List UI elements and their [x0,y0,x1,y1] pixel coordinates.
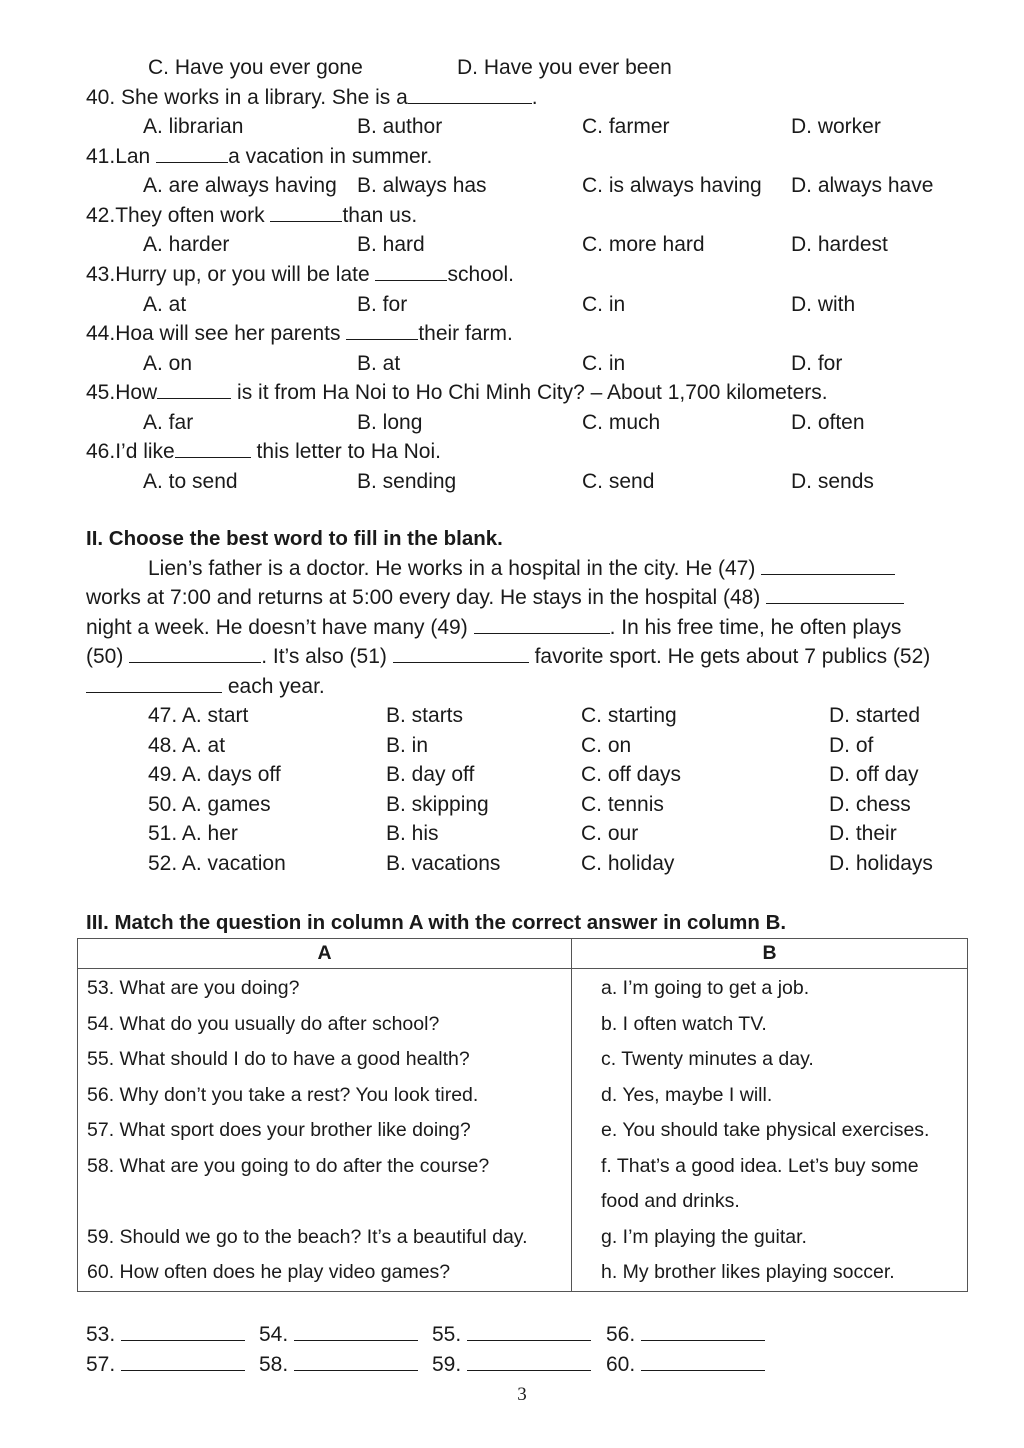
option-a: 49. A. days off [148,763,281,786]
question-44-options [0,349,1024,379]
answer-d: d. Yes, maybe I will. [601,1083,773,1106]
question-57: 57. What sport does your brother like doing? [87,1119,471,1141]
table-header-row [78,939,968,969]
column-b-header: B [572,939,968,969]
option-b: B. always has [357,174,487,197]
answer-blank [375,260,447,281]
answer-f-continued: food and drinks. [601,1190,740,1212]
option-c: C. our [581,822,639,845]
option-b: B. at [357,352,401,375]
option-d: D. started [829,704,921,727]
question-58: 58. What are you going to do after the course? [87,1154,490,1177]
question-stem: 40. She works in a library. She is a . [86,83,538,113]
option-a: A. are always having [143,174,337,197]
options-48 [0,731,1024,761]
option-d: D. often [791,411,865,434]
question-stem: 43.Hurry up, or you will be late school. [86,260,514,290]
option-b: B. day off [386,763,475,786]
answer-53[interactable]: 53. [86,1320,245,1350]
options-50 [0,790,1024,820]
option-d: D. with [791,293,856,316]
option-b: B. vacations [386,852,501,875]
question-stem: 45.How is it from Ha Noi to Ho Chi Minh City? – About 1,700 kilometers. [86,378,828,408]
passage-line-5: each year. [0,672,1024,702]
question-stem: 46.I’d like this letter to Ha Noi. [86,437,441,467]
option-c: C. on [581,734,632,757]
option-c: C. tennis [581,793,664,816]
question-40-options [0,112,1024,142]
question-40 [0,83,1024,113]
option-a: 50. A. games [148,793,271,816]
option-b: B. skipping [386,793,489,816]
answer-blank [408,83,532,104]
options-49 [0,760,1024,790]
option-c: C. farmer [582,115,670,138]
question-41-options [0,171,1024,201]
option-a: 51. A. her [148,822,238,845]
option-d: D. Have you ever been [457,56,672,79]
question-46-options [0,467,1024,497]
section-heading: II. Choose the best word to fill in the blank. [86,527,503,550]
option-b: B. in [386,734,429,757]
options-47 [0,701,1024,731]
question-41 [0,142,1024,172]
question-53: 53. What are you doing? [87,977,300,999]
answer-blank-52 [86,672,222,693]
option-a: A. on [143,352,193,375]
option-a: A. to send [143,470,238,493]
option-a: A. harder [143,233,230,256]
answer-blank-48 [766,583,904,604]
matching-table [77,938,968,1292]
answer-56[interactable]: 56. [606,1320,765,1350]
answer-blank [157,378,231,399]
answer-blank-51 [393,642,529,663]
question-45 [0,378,1024,408]
answer-c: c. Twenty minutes a day. [601,1048,814,1070]
question-39-options [0,53,1024,83]
option-a: A. at [143,293,187,316]
answer-54[interactable]: 54. [259,1320,418,1350]
option-c: C. in [582,293,626,316]
answer-b: b. I often watch TV. [601,1012,767,1035]
column-a-header: A [78,939,572,969]
option-b: B. hard [357,233,425,256]
question-42-options [0,230,1024,260]
answer-55[interactable]: 55. [432,1320,591,1350]
option-d: D. holidays [829,852,933,875]
question-54: 54. What do you usually do after school? [87,1012,440,1035]
option-b: B. for [357,293,408,316]
option-d: D. chess [829,793,911,816]
option-c: C. Have you ever gone [148,56,363,79]
option-b: B. author [357,115,443,138]
options-52 [0,849,1024,879]
passage-line-3: night a week. He doesn’t have many (49) . In his free time, he often plays [0,613,1024,643]
spacer-row [78,1184,571,1220]
answer-blank-47 [761,554,895,575]
answer-blank [270,201,342,222]
option-c: C. in [582,352,626,375]
option-a: 47. A. start [148,704,249,727]
passage-line-2: works at 7:00 and returns at 5:00 every day. He stays in the hospital (48) [0,583,1024,613]
answer-a: a. I’m going to get a job. [601,977,810,999]
answer-g: g. I’m playing the guitar. [601,1225,807,1248]
option-b: B. sending [357,470,457,493]
passage-line-4: (50) . It’s also (51) favorite sport. He gets about 7 publics (52) [0,642,1024,672]
answer-f: f. That’s a good idea. Let’s buy some [601,1154,919,1177]
option-d: D. sends [791,470,874,493]
table-body-row [78,969,968,1292]
section-heading: III. Match the question in column A with the correct answer in column B. [86,911,787,934]
option-c: C. holiday [581,852,675,875]
option-b: B. starts [386,704,464,727]
answer-blank [175,437,251,458]
answer-blank-50 [129,642,261,663]
answer-blank-49 [474,613,610,634]
option-b: B. his [386,822,439,845]
option-d: D. worker [791,115,881,138]
option-d: D. always have [791,174,934,197]
answer-blank [156,142,228,163]
option-d: D. for [791,352,843,375]
question-60: 60. How often does he play video games? [87,1261,451,1283]
question-43 [0,260,1024,290]
option-b: B. long [357,411,423,434]
option-d: D. of [829,734,874,757]
option-c: C. off days [581,763,681,786]
question-56: 56. Why don’t you take a rest? You look tired. [87,1083,479,1106]
passage-line-1: Lien’s father is a doctor. He works in a hospital in the city. He (47) [0,554,1024,584]
page-number: 3 [517,1384,527,1405]
option-d: D. hardest [791,233,888,256]
question-44 [0,319,1024,349]
question-42 [0,201,1024,231]
option-c: C. starting [581,704,677,727]
question-stem: 44.Hoa will see her parents their farm. [86,319,513,349]
option-a: A. far [143,411,194,434]
question-59: 59. Should we go to the beach? It’s a beautiful day. [87,1225,528,1248]
option-c: C. more hard [582,233,705,256]
answer-57[interactable]: 57. [86,1350,245,1380]
option-d: D. off day [829,763,919,786]
question-45-options [0,408,1024,438]
answer-h: h. My brother likes playing soccer. [601,1261,895,1283]
options-51 [0,819,1024,849]
answer-59[interactable]: 59. [432,1350,591,1380]
option-c: C. is always having [582,174,762,197]
option-c: C. much [582,411,661,434]
column-b [572,969,968,1292]
section-2-heading-row [0,524,1024,554]
question-46 [0,437,1024,467]
column-a [78,969,572,1292]
question-stem: 41.Lan a vacation in summer. [86,142,432,172]
option-a: A. librarian [143,115,244,138]
answer-60[interactable]: 60. [606,1350,765,1380]
answer-blank [346,319,418,340]
option-c: C. send [582,470,655,493]
option-d: D. their [829,822,897,845]
question-55: 55. What should I do to have a good health? [87,1048,470,1070]
option-a: 48. A. at [148,734,226,757]
answer-e: e. You should take physical exercises. [601,1119,930,1141]
option-a: 52. A. vacation [148,852,286,875]
section-3-heading-row [0,908,1024,938]
answer-58[interactable]: 58. [259,1350,418,1380]
question-43-options [0,290,1024,320]
question-stem: 42.They often work than us. [86,201,417,231]
